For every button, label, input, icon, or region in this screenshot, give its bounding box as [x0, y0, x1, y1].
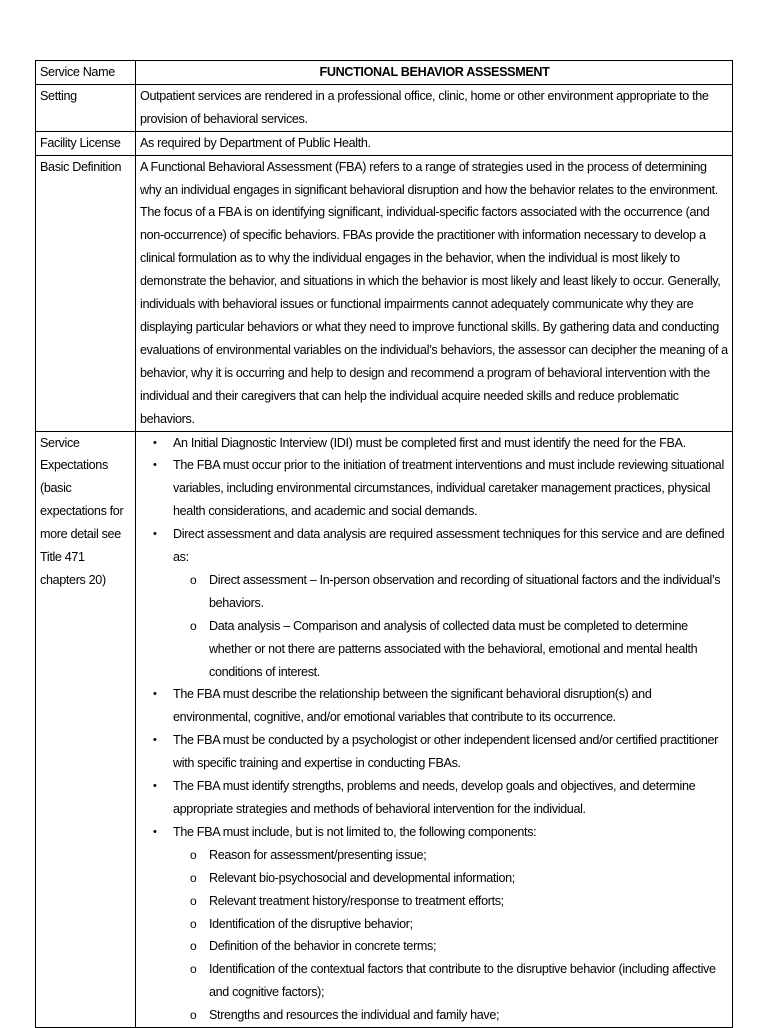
sub-bullet-icon: o: [190, 870, 197, 885]
sub-list-item: [173, 913, 729, 936]
subitem-text: Relevant bio-psychosocial and developmental information;: [209, 870, 515, 885]
table-row-service-expectations: [36, 431, 733, 1028]
table-row-basic-definition: [36, 155, 733, 431]
table-row-setting: [36, 84, 733, 131]
basic-definition-value: A Functional Behavioral Assessment (FBA) refers to a range of strategies used in the process of determining why an individual engages in significant behavioral disruption and how the behavior relates to the environment. The focus of a FBA is on identifying significant, individual-specific factors associated with the occurrence (and non-occurrence) of specific behaviors. FBAs provide the practitioner with information necessary to develop a clinical formulation as to why the individual engages in the behavior, when the individual is most likely to demonstrate the behavior, and situations in which the behavior is most likely and least likely to occur. Generally, individuals with behavioral issues or functional impairments cannot adequately communicate why they are displaying particular behaviors or what they need to improve functional skills. By gathering data and conducting evaluations of environmental variables on the individual’s behaviors, the assessor can decipher the meaning of a behavior, why it is occurring and help to design and recommend a program of behavioral intervention with the individual and their caregivers that can help the individual acquire needed skills and reduce problematic behaviors.: [136, 155, 733, 431]
bullet-icon: •: [153, 459, 157, 472]
table-row-facility-license: [36, 131, 733, 155]
subitem-text: Definition of the behavior in concrete terms;: [209, 939, 437, 954]
expectations-list: [140, 432, 729, 1028]
bullet-icon: •: [153, 734, 157, 747]
sub-list-item: [173, 867, 729, 890]
subitem-text: Direct assessment – In-person observation and recording of situational factors and the individual’s behaviors.: [209, 572, 721, 610]
sub-bullet-icon: o: [190, 939, 197, 954]
sub-bullet-icon: o: [190, 916, 197, 931]
expectation-text: The FBA must occur prior to the initiation of treatment interventions and must include reviewing situational variables, including environmental circumstances, individual caretaker management practices, physical health considerations, and academic and social demands.: [173, 458, 724, 519]
setting-label: Setting: [36, 84, 136, 131]
sub-bullet-icon: o: [190, 962, 197, 977]
service-name-label: Service Name: [36, 61, 136, 85]
table-row-service-name: [36, 61, 733, 85]
subitem-text: Data analysis – Comparison and analysis of collected data must be completed to determine whether or not there are patterns associated with the behavioral, emotional and mental health conditions of interest.: [209, 618, 698, 679]
subitem-text: Reason for assessment/presenting issue;: [209, 847, 427, 862]
direct-assessment-sublist: [173, 569, 729, 684]
service-expectations-label: Service Expectations (basic expectations for more detail see Title 471 chapters 20): [36, 431, 136, 1028]
list-item: [140, 432, 729, 455]
sub-bullet-icon: o: [190, 893, 197, 908]
sub-list-item: [173, 935, 729, 958]
sub-bullet-icon: o: [190, 572, 197, 587]
bullet-icon: •: [153, 436, 157, 449]
sub-list-item: [173, 844, 729, 867]
service-definition-table: [35, 60, 733, 1028]
subitem-text: Relevant treatment history/response to treatment efforts;: [209, 893, 504, 908]
bullet-icon: •: [153, 528, 157, 541]
expectation-text: The FBA must identify strengths, problems and needs, develop goals and objectives, and determine appropriate strategies and methods of behavioral intervention for the individual.: [173, 779, 696, 816]
list-item: [140, 729, 729, 775]
list-item: [140, 523, 729, 683]
list-item: [140, 821, 729, 1027]
service-expectations-value: [136, 431, 733, 1028]
expectation-text: An Initial Diagnostic Interview (IDI) must be completed first and must identify the need for the FBA.: [173, 435, 686, 450]
basic-definition-label: Basic Definition: [36, 155, 136, 431]
facility-license-label: Facility License: [36, 131, 136, 155]
bullet-icon: •: [153, 688, 157, 701]
setting-value: Outpatient services are rendered in a professional office, clinic, home or other environment appropriate to the provision of behavioral services.: [136, 84, 733, 131]
expectation-text: The FBA must include, but is not limited to, the following components:: [173, 824, 537, 839]
sub-bullet-icon: o: [190, 847, 197, 862]
sub-list-item: [173, 569, 729, 615]
list-item: [140, 454, 729, 523]
sub-bullet-icon: o: [190, 1008, 197, 1023]
expectation-text: The FBA must describe the relationship between the significant behavioral disruption(s) and environmental, cognitive, and/or emotional variables that contribute to its occurrence.: [173, 687, 652, 725]
sub-list-item: [173, 958, 729, 1004]
bullet-icon: •: [153, 825, 157, 838]
service-name-value: FUNCTIONAL BEHAVIOR ASSESSMENT: [136, 61, 733, 85]
bullet-icon: •: [153, 780, 157, 793]
subitem-text: Strengths and resources the individual and family have;: [209, 1008, 500, 1023]
subitem-text: Identification of the contextual factors that contribute to the disruptive behavior (including affective and cognitive factors);: [209, 962, 716, 1000]
list-item: [140, 775, 729, 821]
sub-bullet-icon: o: [190, 618, 197, 633]
facility-license-value: As required by Department of Public Health.: [136, 131, 733, 155]
subitem-text: Identification of the disruptive behavior;: [209, 916, 413, 931]
sub-list-item: [173, 890, 729, 913]
components-sublist: [173, 844, 729, 1027]
list-item: [140, 683, 729, 729]
sub-list-item: [173, 615, 729, 684]
expectation-text: Direct assessment and data analysis are required assessment techniques for this service and are defined as:: [173, 527, 725, 565]
expectation-text: The FBA must be conducted by a psychologist or other independent licensed and/or certified practitioner with specific training and expertise in conducting FBAs.: [173, 733, 719, 771]
